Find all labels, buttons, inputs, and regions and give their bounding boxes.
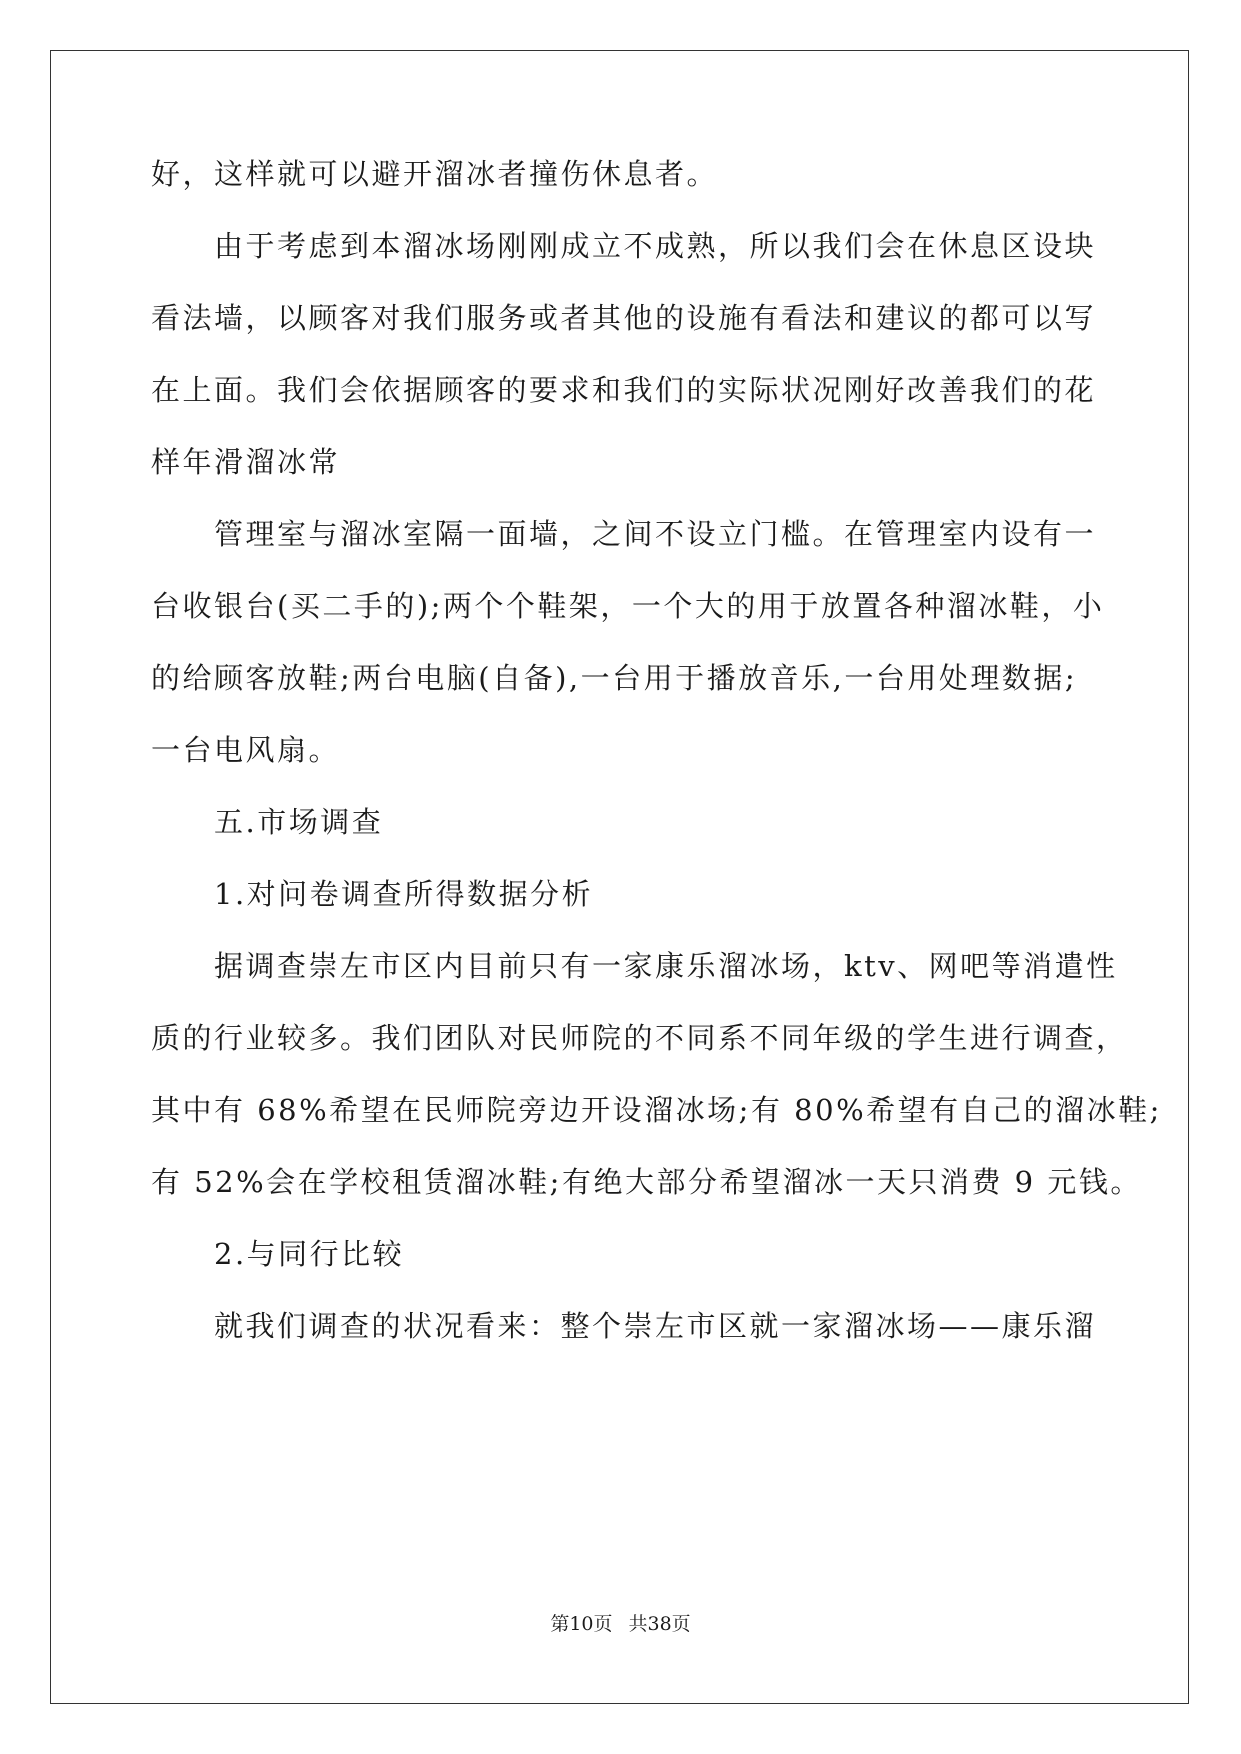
subsection-heading: 1.对问卷调查所得数据分析 (214, 877, 594, 911)
page-footer (0, 1612, 1241, 1636)
text-line: 台收银台(买二手的);两个个鞋架，一个大的用于放置各种溜冰鞋，小 (151, 589, 1105, 623)
page-number: 第10页 (550, 1613, 613, 1635)
subsection-heading: 2.与同行比较 (214, 1237, 405, 1271)
paragraph-start-line: 管理室与溜冰室隔一面墙，之间不设立门槛。在管理室内设有一 (214, 517, 1097, 551)
paragraph-start-line: 据调查崇左市区内目前只有一家康乐溜冰场，ktv、网吧等消遣性 (214, 949, 1118, 983)
text-line: 样年滑溜冰常 (151, 445, 341, 479)
text-line: 在上面。我们会依据顾客的要求和我们的实际状况刚好改善我们的花 (151, 373, 1097, 407)
text-line: 有 52%会在学校租赁溜冰鞋;有绝大部分希望溜冰一天只消费 9 元钱。 (151, 1165, 1142, 1199)
paragraph-start-line: 就我们调查的状况看来：整个崇左市区就一家溜冰场——康乐溜 (214, 1309, 1097, 1343)
text-line: 的给顾客放鞋;两台电脑(自备),一台用于播放音乐,一台用处理数据; (151, 661, 1078, 695)
paragraph-start-line: 由于考虑到本溜冰场刚刚成立不成熟，所以我们会在休息区设块 (214, 229, 1097, 263)
text-line: 其中有 68%希望在民师院旁边开设溜冰场;有 80%希望有自己的溜冰鞋; (151, 1093, 1162, 1127)
text-line: 好，这样就可以避开溜冰者撞伤休息者。 (151, 157, 719, 191)
text-line: 质的行业较多。我们团队对民师院的不同系不同年级的学生进行调查， (151, 1021, 1128, 1055)
section-heading: 五.市场调查 (214, 805, 384, 839)
text-line: 一台电风扇。 (151, 733, 341, 767)
page-total: 共38页 (628, 1613, 691, 1635)
text-line: 看法墙，以顾客对我们服务或者其他的设施有看法和建议的都可以写 (151, 301, 1097, 335)
